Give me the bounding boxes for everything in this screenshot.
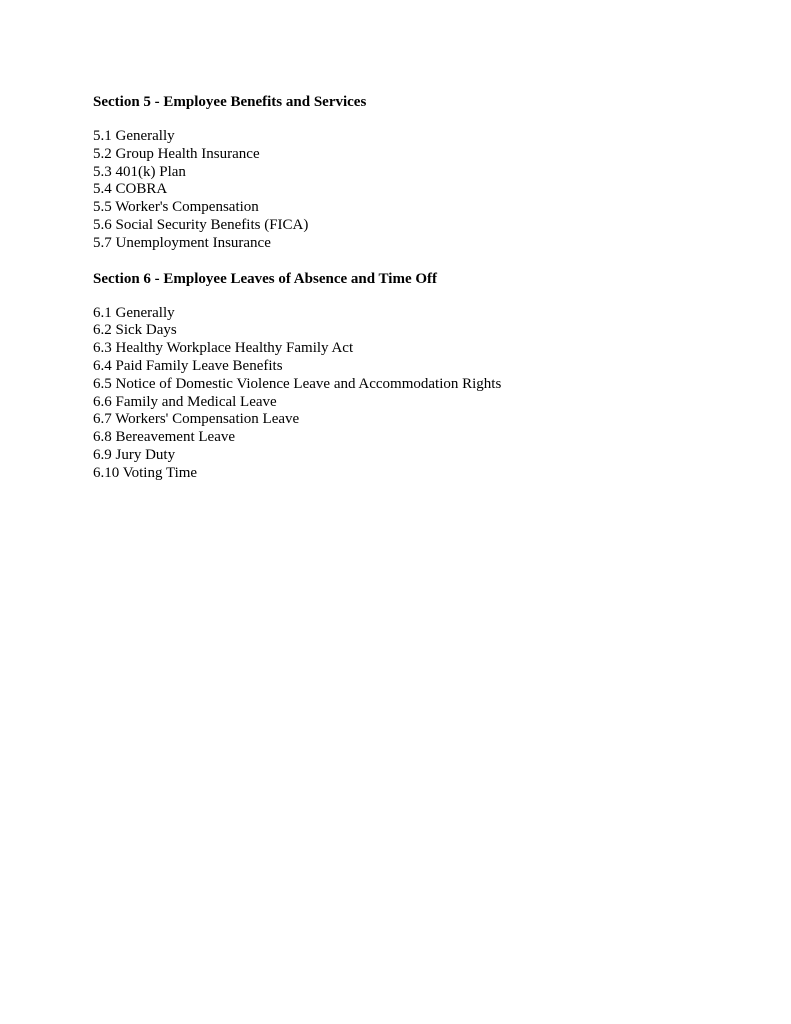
list-item: 6.3 Healthy Workplace Healthy Family Act [93,340,354,357]
section-6-heading: Section 6 - Employee Leaves of Absence and Time Off [93,270,438,287]
list-item: 6.4 Paid Family Leave Benefits [93,357,283,374]
section-5 [93,93,733,253]
list-item: 5.4 COBRA [93,181,168,198]
list-item: 6.9 Jury Duty [93,446,176,463]
list-item: 5.3 401(k) Plan [93,163,186,180]
list-item: 5.7 Unemployment Insurance [93,234,271,251]
section-6 [93,270,733,483]
list-item: 6.6 Family and Medical Leave [93,393,277,410]
document-page [93,93,733,483]
list-item: 5.2 Group Health Insurance [93,145,260,162]
list-item: 6.10 Voting Time [93,464,198,481]
list-item: 5.5 Worker's Compensation [93,199,259,216]
list-item: 5.6 Social Security Benefits (FICA) [93,216,309,233]
list-item: 6.5 Notice of Domestic Violence Leave and Accommodation Rights [93,375,502,392]
list-item: 6.8 Bereavement Leave [93,429,236,446]
section-5-heading: Section 5 - Employee Benefits and Services [93,94,367,110]
list-item: 6.2 Sick Days [93,322,177,339]
section-6-item-list [93,305,733,483]
list-item: 6.1 Generally [93,304,175,321]
list-item: 5.1 Generally [93,128,175,144]
list-item: 6.7 Workers' Compensation Leave [93,411,300,428]
section-5-item-list [93,128,733,253]
